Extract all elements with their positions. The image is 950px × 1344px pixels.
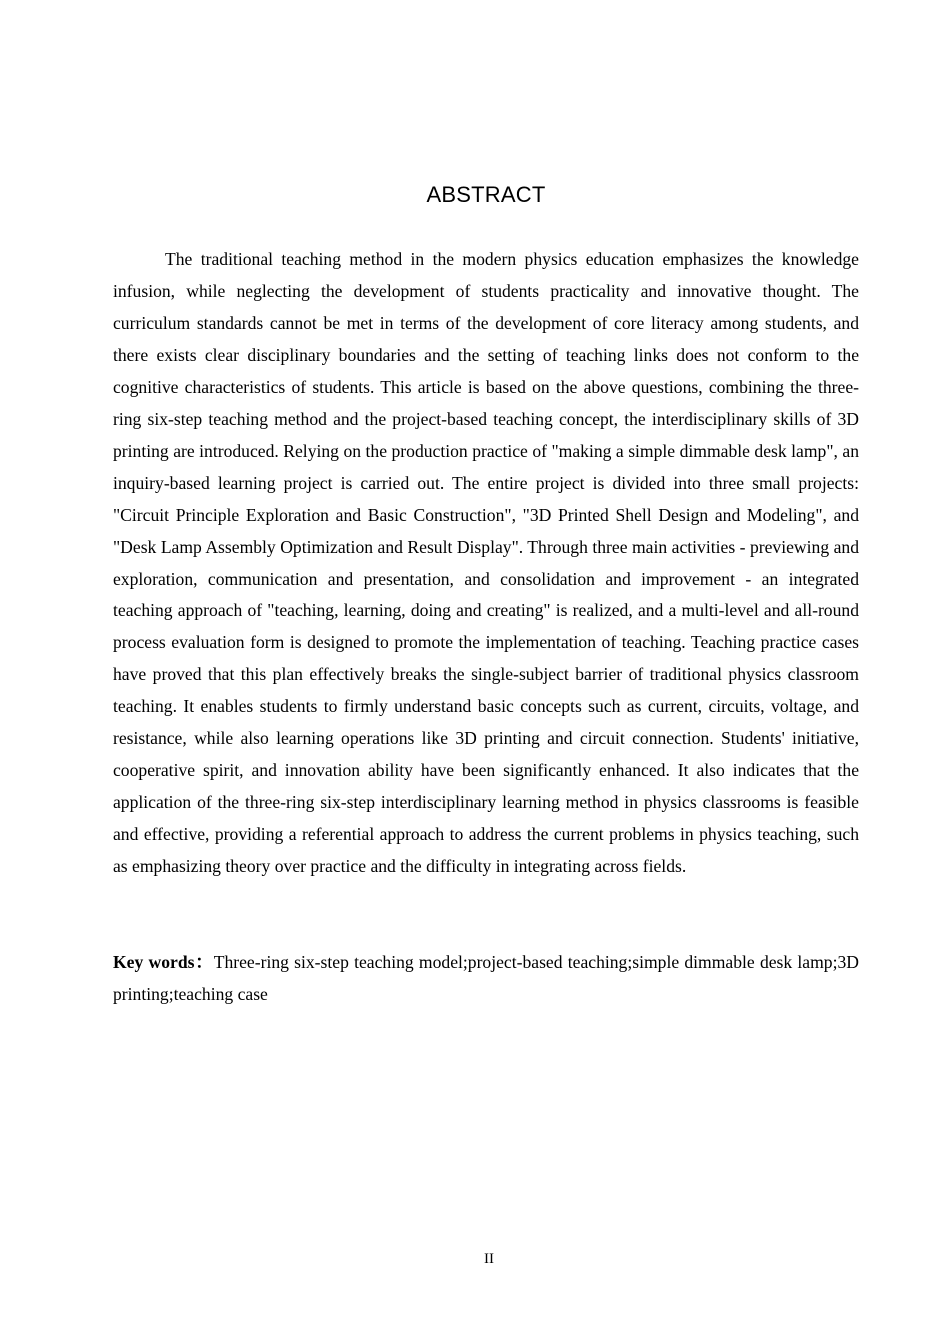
keywords-text: Three-ring six-step teaching model;project-based teaching;simple dimmable desk lamp;3D printing;teaching case [113,952,859,1004]
keywords-label: Key words： [113,952,214,972]
page-number: II [484,1251,494,1267]
keywords-paragraph [113,947,859,1011]
abstract-paragraph: The traditional teaching method in the modern physics education emphasizes the knowledge infusion, while neglecting the development of students practicality and innovative thought. The curriculum standards cannot be met in terms of the development of core literacy among students, and there exists clear disciplinary boundaries and the setting of teaching links does not conform to the cognitive characteristics of students. This article is based on the above questions, combining the three-ring six-step teaching method and the project-based teaching concept, the interdisciplinary skills of 3D printing are introduced. Relying on the production practice of "making a simple dimmable desk lamp", an inquiry-based learning project is carried out. The entire project is divided into three small projects: "Circuit Principle Exploration and Basic Construction", "3D Printed Shell Design and Modeling", and "Desk Lamp Assembly Optimization and Result Display". Through three main activities - previewing and exploration, communication and presentation, and consolidation and improvement - an integrated teaching approach of "teaching, learning, doing and creating" is realized, and a multi-level and all-round process evaluation form is designed to promote the implementation of teaching. Teaching practice cases have proved that this plan effectively breaks the single-subject barrier of traditional physics classroom teaching. It enables students to firmly understand basic concepts such as current, circuits, voltage, and resistance, while also learning operations like 3D printing and circuit connection. Students' initiative, cooperative spirit, and innovation ability have been significantly enhanced. It also indicates that the application of the three-ring six-step interdisciplinary learning method in physics classrooms is feasible and effective, providing a referential approach to address the current problems in physics teaching, such as emphasizing theory over practice and the difficulty in integrating across fields. [113,249,859,877]
abstract-title: ABSTRACT [426,182,546,207]
